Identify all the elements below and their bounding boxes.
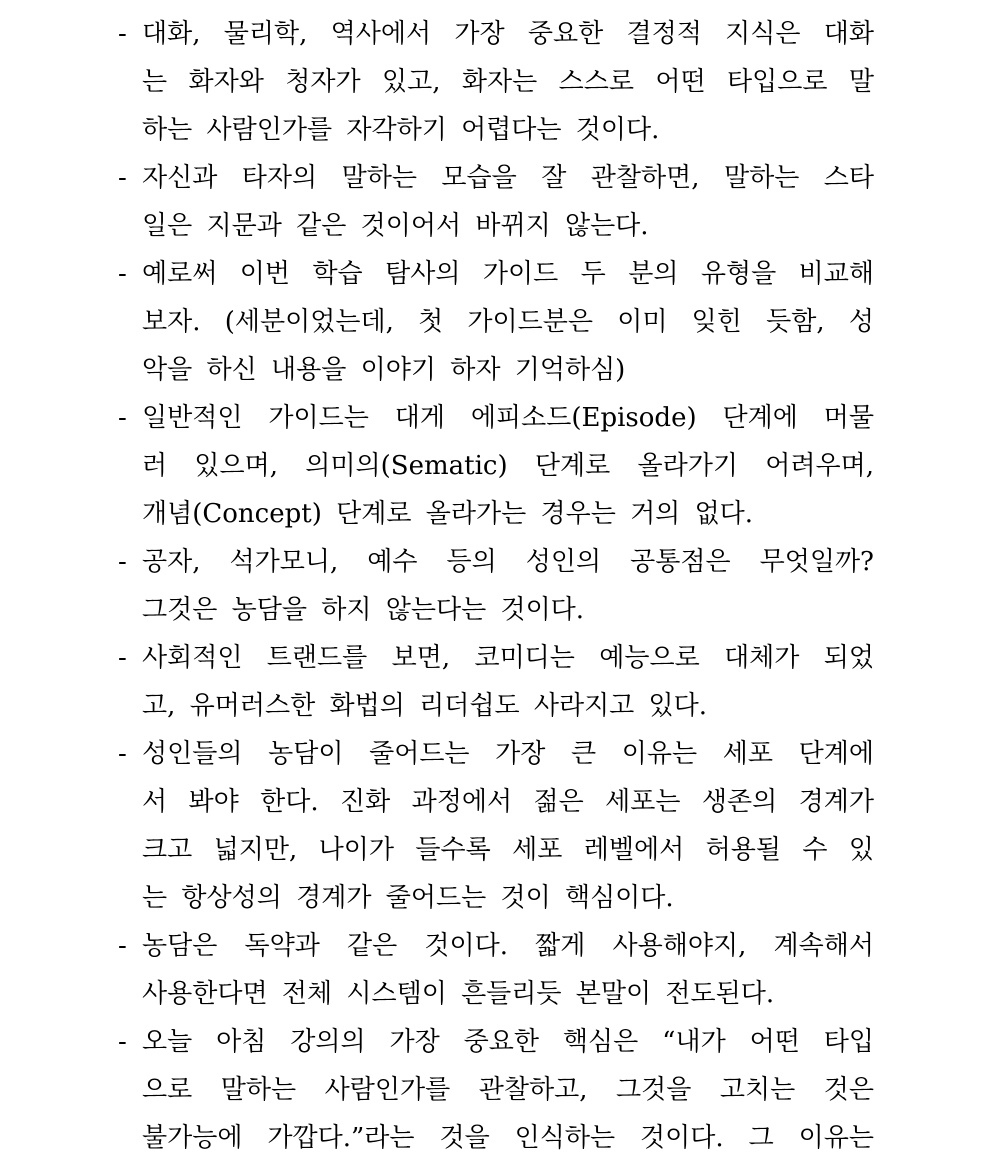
text-line: 예로써 이번 학습 탐사의 가이드 두 분의 유형을 비교해 [142, 259, 874, 289]
bullet-dash: - [118, 931, 127, 961]
text-line: 성인들의 농담이 줄어드는 가장 큰 이유는 세포 단계에 [142, 739, 874, 769]
bullet-dash: - [118, 259, 127, 289]
bullet-text [142, 1018, 874, 1162]
text-line: 오늘 아침 강의의 가장 중요한 핵심은 “내가 어떤 타입 [142, 1027, 874, 1057]
text-line: 보자. (세분이었는데, 첫 가이드분은 이미 잊힌 듯함, 성 [142, 307, 874, 337]
text-line: 공자, 석가모니, 예수 등의 성인의 공통점은 무엇일까? [142, 547, 874, 577]
text-line: 크고 넓지만, 나이가 들수록 세포 레벨에서 허용될 수 있 [142, 835, 874, 865]
text-line: 사용한다면 전체 시스템이 흔들리듯 본말이 전도된다. [142, 979, 775, 1009]
text-line: 고, 유머러스한 화법의 리더쉽도 사라지고 있다. [142, 691, 708, 721]
document-body [118, 10, 874, 1162]
bullet-item [118, 634, 874, 730]
bullet-text [142, 922, 874, 1018]
text-line: 사회적인 트랜드를 보면, 코미디는 예능으로 대체가 되었 [142, 643, 874, 673]
text-line: 불가능에 가깝다.”라는 것을 인식하는 것이다. 그 이유는 [142, 1123, 874, 1153]
bullet-dash: - [118, 403, 127, 433]
bullet-item [118, 922, 874, 1018]
text-line: 자신과 타자의 말하는 모습을 잘 관찰하면, 말하는 스타 [142, 163, 874, 193]
bullet-dash: - [118, 19, 127, 49]
bullet-text [142, 250, 874, 394]
bullet-item [118, 10, 874, 154]
bullet-dash: - [118, 163, 127, 193]
text-line: 으로 말하는 사람인가를 관찰하고, 그것을 고치는 것은 [142, 1075, 874, 1105]
text-line: 러 있으며, 의미의(Sematic) 단계로 올라가기 어려우며, [142, 451, 874, 481]
text-line: 악을 하신 내용을 이야기 하자 기억하심) [142, 355, 626, 385]
bullet-item [118, 394, 874, 538]
bullet-dash: - [118, 643, 127, 673]
text-line: 일은 지문과 같은 것이어서 바뀌지 않는다. [142, 211, 649, 241]
text-line: 그것은 농담을 하지 않는다는 것이다. [142, 595, 585, 625]
text-line: 는 항상성의 경계가 줄어드는 것이 핵심이다. [142, 883, 674, 913]
bullet-text [142, 538, 874, 634]
bullet-dash: - [118, 547, 127, 577]
text-line: 대화, 물리학, 역사에서 가장 중요한 결정적 지식은 대화 [142, 19, 874, 49]
bullet-item [118, 250, 874, 394]
bullet-dash: - [118, 1027, 127, 1057]
bullet-text [142, 730, 874, 922]
bullet-item [118, 730, 874, 922]
bullet-text [142, 10, 874, 154]
text-line: 일반적인 가이드는 대게 에피소드(Episode) 단계에 머물 [142, 403, 874, 433]
bullet-item [118, 154, 874, 250]
bullet-item [118, 1018, 874, 1162]
text-line: 서 봐야 한다. 진화 과정에서 젊은 세포는 생존의 경계가 [142, 787, 874, 817]
text-line: 하는 사람인가를 자각하기 어렵다는 것이다. [142, 115, 660, 145]
bullet-text [142, 634, 874, 730]
text-line: 농담은 독약과 같은 것이다. 짧게 사용해야지, 계속해서 [142, 931, 874, 961]
bullet-dash: - [118, 739, 127, 769]
bullet-text [142, 154, 874, 250]
bullet-item [118, 538, 874, 634]
bullet-text [142, 394, 874, 538]
text-line: 개념(Concept) 단계로 올라가는 경우는 거의 없다. [142, 499, 754, 529]
text-line: 는 화자와 청자가 있고, 화자는 스스로 어떤 타입으로 말 [142, 67, 874, 97]
